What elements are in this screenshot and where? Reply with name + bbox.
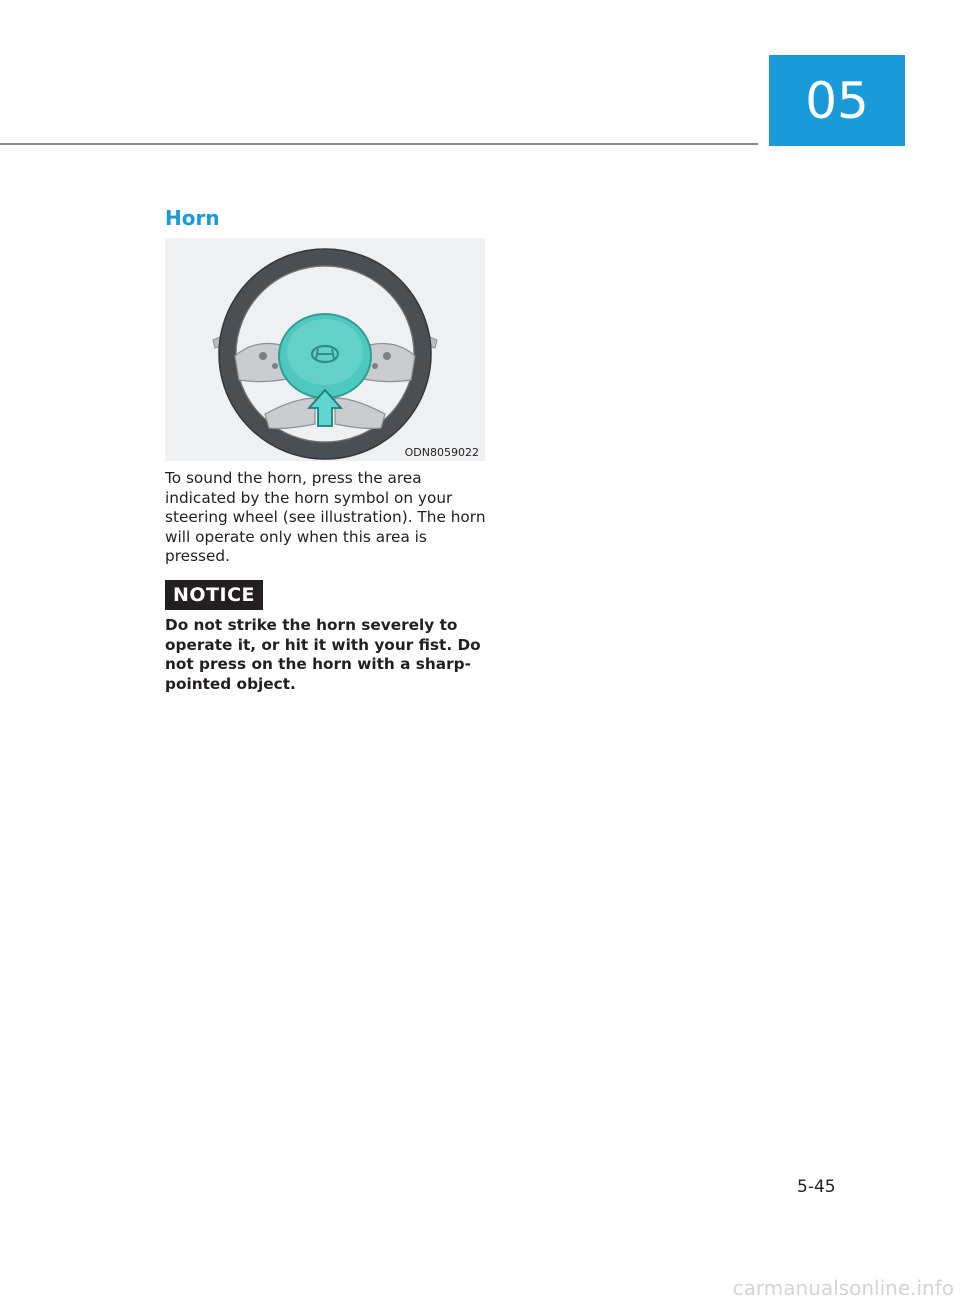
bottom-left-spoke — [265, 398, 315, 429]
horn-instructions: To sound the horn, press the area indicated by the horn symbol on your steering wheel (see illustration). The horn will operate only when this area is pressed. — [165, 469, 486, 565]
notice-text: Do not strike the horn severely to operate it, or hit it with your fist. Do not press on the horn with a sharp-pointed object. — [165, 616, 481, 693]
page-number: 5-45 — [797, 1177, 836, 1197]
chapter-tab: 05 — [769, 55, 905, 146]
steering-wheel-figure — [165, 238, 485, 461]
watermark: carmanualsonline.info — [732, 1276, 954, 1300]
bottom-right-spoke — [335, 398, 385, 429]
figure-code: ODN8059022 — [404, 446, 479, 459]
section-title: Horn — [165, 206, 220, 230]
steering-wheel-illustration — [165, 238, 485, 461]
header-rule — [0, 143, 758, 145]
notice-badge: NOTICE — [165, 580, 263, 610]
